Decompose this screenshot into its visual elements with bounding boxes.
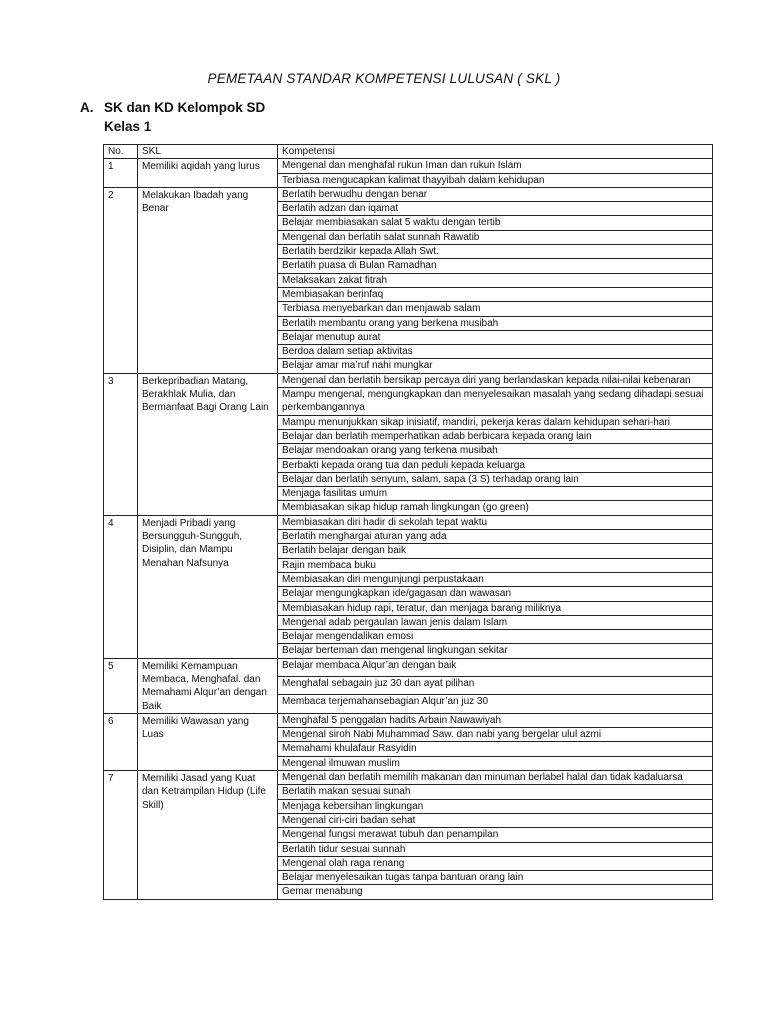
skl-cell: Menjadi Pribadi yang Bersungguh-Sungguh, Disiplin, dan Mampu Menahan Nafsunya <box>138 515 278 658</box>
row-number: 5 <box>104 658 138 713</box>
kompetensi-cell: Mengenal ciri-ciri badan sehat <box>278 813 713 827</box>
section-heading-text: SK dan KD Kelompok SD <box>104 100 266 115</box>
header-no: No. <box>104 145 138 159</box>
table-row <box>104 159 713 173</box>
row-number: 4 <box>104 515 138 658</box>
row-number: 6 <box>104 713 138 770</box>
skl-cell: Memiliki Jasad yang Kuat dan Ketrampilan Hidup (Life Skill) <box>138 771 278 900</box>
kompetensi-cell: Terbiasa mengucapkan kalimat thayyibah dalam kehidupan <box>278 173 713 187</box>
kompetensi-cell: Mampu mengenal, mengungkapkan dan menyelesaikan masalah yang sedang dihadapi sesuai perkembangannya <box>278 388 713 416</box>
header-skl: SKL <box>138 145 278 159</box>
row-number: 2 <box>104 187 138 373</box>
kompetensi-cell: Belajar berteman dan mengenal lingkungan sekitar <box>278 644 713 658</box>
kompetensi-cell: Membiasakan berinfaq <box>278 287 713 301</box>
skl-cell: Memiliki Wawasan yang Luas <box>138 713 278 770</box>
kompetensi-cell: Berlatih puasa di Bulan Ramadhan <box>278 259 713 273</box>
section-heading <box>80 100 265 115</box>
kompetensi-cell: Berlatih membantu orang yang berkena musibah <box>278 316 713 330</box>
kompetensi-cell: Belajar dan berlatih senyum, salam, sapa (3 S) terhadap orang lain <box>278 472 713 486</box>
kompetensi-cell: Berbakti kepada orang tua dan peduli kepada keluarga <box>278 458 713 472</box>
kompetensi-cell: Belajar membiasakan salat 5 waktu dengan tertib <box>278 216 713 230</box>
kompetensi-cell: Belajar mengendalikan emosi <box>278 630 713 644</box>
kompetensi-cell: Belajar menutup aurat <box>278 330 713 344</box>
kompetensi-cell: Membiasakan sikap hidup ramah lingkungan (go green) <box>278 501 713 515</box>
table-header-row <box>104 145 713 159</box>
kompetensi-cell: Berlatih adzan dan iqamat <box>278 202 713 216</box>
kompetensi-cell: Mengenal dan menghafal rukun Iman dan rukun Islam <box>278 159 713 173</box>
kelas-heading: Kelas 1 <box>104 119 152 134</box>
kompetensi-cell: Berlatih berdzikir kepada Allah Swt. <box>278 245 713 259</box>
row-number: 1 <box>104 159 138 188</box>
table-row <box>104 515 713 529</box>
row-number: 7 <box>104 771 138 900</box>
kompetensi-cell: Mengenal fungsi merawat tubuh dan penampilan <box>278 828 713 842</box>
table-row <box>104 771 713 785</box>
kompetensi-cell: Mengenal dan berlatih memilih makanan dan minuman berlabel halal dan tidak kadaluarsa <box>278 771 713 785</box>
kompetensi-cell: Menghafal 5 penggalan hadits Arbain Nawawiyah <box>278 713 713 727</box>
skl-cell: Berkepribadian Matang, Berakhlak Mulia, dan Bermanfaat Bagi Orang Lain <box>138 373 278 515</box>
header-kompetensi: Kompetensi <box>278 145 713 159</box>
kompetensi-cell: Terbiasa menyebarkan dan menjawab salam <box>278 302 713 316</box>
kompetensi-cell: Belajar amar ma’ruf nahi mungkar <box>278 359 713 373</box>
kompetensi-cell: Belajar mendoakan orang yang terkena musibah <box>278 444 713 458</box>
kompetensi-cell: Mengenal siroh Nabi Muhammad Saw. dan nabi yang bergelar ulul azmi <box>278 728 713 742</box>
kompetensi-cell: Membaca terjemahansebagian Alqur’an juz 30 <box>278 695 713 713</box>
skl-table <box>103 144 713 900</box>
kompetensi-cell: Berdoa dalam setiap aktivitas <box>278 345 713 359</box>
section-letter: A. <box>80 100 94 115</box>
kompetensi-cell: Menghafal sebagain juz 30 dan ayat pilihan <box>278 677 713 695</box>
kompetensi-cell: Belajar membaca Alqur’an dengan baik <box>278 658 713 676</box>
kompetensi-cell: Mampu menunjukkan sikap inisiatif, mandiri, pekerja keras dalam kehidupan sehari-hari <box>278 415 713 429</box>
skl-cell: Memiliki aqidah yang lurus <box>138 159 278 188</box>
kompetensi-cell: Rajin membaca buku <box>278 558 713 572</box>
kompetensi-cell: Belajar menyelesaikan tugas tanpa bantuan orang lain <box>278 871 713 885</box>
kompetensi-cell: Mengenal adab pergaulan lawan jenis dalam Islam <box>278 615 713 629</box>
kompetensi-cell: Gemar menabung <box>278 885 713 899</box>
kompetensi-cell: Membiasakan diri mengunjungi perpustakaan <box>278 572 713 586</box>
kompetensi-cell: Belajar mengungkapkan ide/gagasan dan wawasan <box>278 587 713 601</box>
kompetensi-cell: Membiasakan hidup rapi, teratur, dan menjaga barang miliknya <box>278 601 713 615</box>
kompetensi-cell: Memahami khulafaur Rasyidin <box>278 742 713 756</box>
kompetensi-cell: Mengenal dan berlatih bersikap percaya diri yang berlandaskan kepada nilai-nilai kebenaran <box>278 373 713 387</box>
table-row <box>104 373 713 387</box>
kompetensi-cell: Belajar dan berlatih memperhatikan adab berbicara kepada orang lain <box>278 429 713 443</box>
table-row <box>104 658 713 676</box>
kompetensi-cell: Berlatih belajar dengan baik <box>278 544 713 558</box>
kompetensi-cell: Berlatih tidur sesuai sunnah <box>278 842 713 856</box>
kompetensi-cell: Melaksakan zakat fitrah <box>278 273 713 287</box>
row-number: 3 <box>104 373 138 515</box>
kompetensi-cell: Menjaga fasilitas umum <box>278 487 713 501</box>
table-row <box>104 187 713 201</box>
kompetensi-cell: Menjaga kebersihan lingkungan <box>278 799 713 813</box>
table-row <box>104 713 713 727</box>
table-body <box>104 159 713 899</box>
skl-cell: Memiliki Kemampuan Membaca, Menghafal. dan Memahami Alqur’an dengan Baik <box>138 658 278 713</box>
skl-cell: Melakukan Ibadah yang Benar <box>138 187 278 373</box>
kompetensi-cell: Mengenal olah raga renang <box>278 856 713 870</box>
kompetensi-cell: Membiasakan diri hadir di sekolah tepat waktu <box>278 515 713 529</box>
kompetensi-cell: Berlatih berwudhu dengan benar <box>278 187 713 201</box>
kompetensi-cell: Mengenal dan berlatih salat sunnah Rawatib <box>278 230 713 244</box>
kompetensi-cell: Mengenal ilmuwan muslim <box>278 756 713 770</box>
kompetensi-cell: Berlatih makan sesuai sunah <box>278 785 713 799</box>
kompetensi-cell: Berlatih menghargai aturan yang ada <box>278 530 713 544</box>
page-title: PEMETAAN STANDAR KOMPETENSI LULUSAN ( SKL ) <box>207 71 561 86</box>
